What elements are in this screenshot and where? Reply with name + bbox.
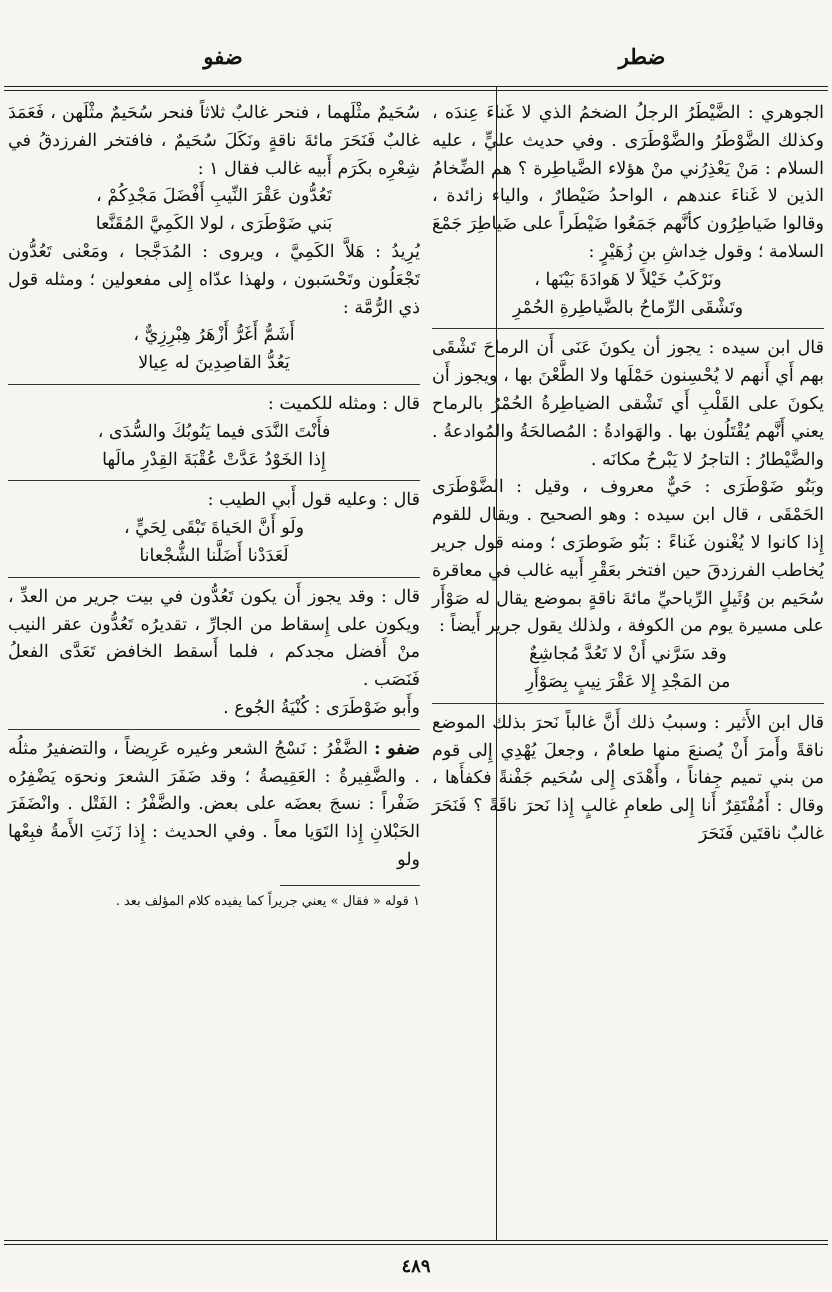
left-paragraph-5: قال : وقد يجوز أَن يكون تَعُدُّون في بيت جرير من العدِّ ، ويكون على إِسقاط من الجارِّ ، تقديرُه تَعُدُّون عقر النيب منْ أَفضل مجدكم ، فلما أَسقط الخافض تَعَدَّى الفعلُ فَنَصَب . xyxy=(8,586,420,691)
right-verse-1a: ونَرْكَبُ خَيْلاً لا هَوادَةَ بَيْنَها ، xyxy=(534,269,722,290)
left-header-word: ضفو xyxy=(203,44,243,69)
left-separator-1 xyxy=(8,384,420,385)
right-paragraph-1: الجوهري : الضَّيْطَرُ الرجلُ الضخمُ الذي لا غَناءَ عِندَه ، وكذلك الضَّوْطَرُ والضَّوْطَرَى . وفي حديث عليٍّ ، عليه السلام : مَنْ يَعْذِرُني منْ هؤلاء الضَّياطِرة ؟ هم الضِّخامُ الذين لا غَناءَ عندهم ، الواحدُ ضَيْطارٌ ، والياء زائدة ، وقالوا ضَياطِرُون كأنَّهم جَمَعُوا ضَيْطَراً على ضَياطِرَ جَمْعَ السلامة ؛ وقول خِداشِ بنِ زُهَيْرٍ : xyxy=(432,103,824,262)
right-paragraph-2: قال ابن سيده : يجوز أن يكونَ عَنَى أَن الرماحَ تَشْقَى بهم أَي أَنهم لا يُحْسِنون حَمْلَها ولا الطَّعْنَ بها ، ويجوز أَن يكونَ على القَلْبِ أَي تَشْقى الضياطِرةُ الحُمْرُ بالرماح يعني أَنَّهم يُقْتَلُون بها . والهَوادةُ : المُصالحَةُ والمُوادعةُ . والضَّيْطارُ : التاجرُ لا يَبْرحُ مكانَه . xyxy=(432,338,824,470)
right-separator-1 xyxy=(432,328,824,329)
left-verse-1a: تَعُدُّون عَقْرَ النِّيبِ أَفْضَلَ مَجْدِكُمْ ، xyxy=(96,186,332,207)
left-verse-4b: لَعَدَدْنا أَضَلَّنا الشُّجْعانا xyxy=(139,545,289,566)
footnote-rule xyxy=(280,885,420,886)
left-verse-1b: بَني ضَوْطَرَى ، لولا الكَمِيَّ المُقَنَّعا xyxy=(95,214,333,235)
right-separator-2 xyxy=(432,703,824,704)
left-verse-3b: إِذا الخَوْدُ عَدَّتْ عُقْبَةَ القِدْرِ مالَها xyxy=(102,449,326,470)
left-separator-2 xyxy=(8,480,420,481)
right-column xyxy=(432,100,824,849)
left-verse-2b: يَعُدُّ القاصِدِينَ له عِيالا xyxy=(138,353,290,374)
left-paragraph-4: قال : وعليه قول أَبي الطيب : xyxy=(207,490,420,511)
right-header-word: ضطر xyxy=(618,44,666,69)
left-verse-4a: ولَو أَنَّ الحَياةَ تَبْقَى لِحَيٍّ ، xyxy=(123,518,305,539)
entry-headword: ضفو : xyxy=(374,738,420,759)
left-paragraph-3: قال : ومثله للكميت : xyxy=(267,393,420,414)
right-verse-1b: وتَشْقَى الرِّماحُ بالضَّياطِرةِ الحُمْرِ xyxy=(512,297,744,318)
right-paragraph-4: قال ابن الأَثير : وسببُ ذلك أَنَّ غالباً نَحرَ بذلك الموضع ناقةً وأَمرَ أَنْ يُصنعَ منها طعامٌ ، وجعلَ يُهْدِي إِلى قوم من بني تميم جِفاناً ، وأَهْدَى إِلى سُحَيم جَفْنةً فكفأَها ، وقال : أَمُفْتَقِرٌ أَنا إِلى طعامِ غالبٍ إِذا نَحرَ ناقَةً ؟ فَنَحَرَ غالبٌ ناقتَين فَنَحَرَ xyxy=(432,712,824,844)
right-paragraph-3: وبَنُو ضَوْطَرَى : حَيٌّ معروف ، وقيل : الضَّوْطَرَى الحَمْقَى ، قال ابن سيده : وهو الصحيح . ويقال للقوم إِذا كانوا لا يُغْنون غَناءً : بَنُو ضَوطرَى ؛ ومنه قول جرير يُخاطب الفرزدقَ حين افتخر بعَقْرِ أَبيه غالب في معاقرة سُحَيم بن وُثَيلٍ الرِّياحيِّ مائةَ ناقةٍ بموضع يقال له صَوْأَر على مسيرة يوم من الكوفة ، ولذلك يقول جرير أَيضاً : xyxy=(432,477,824,637)
entry-text: الضَّفْرُ : نَسْجُ الشعر وغيره عَرِيضاً ، والتضفيرُ مثلُه . والضَّفِيرةُ : العَقِيصةُ ؛ وقد ضَفَرَ الشعرَ ونحوَه يَضْفِرُه ضَفْراً : نسجَ بعضَه على بعض. والضَّفْرُ : الفَتْل . وانْضَفَرَ الحَبْلانِ إِذا التَوَيا معاً . وفي الحديث : إِذا زَنَتِ الأَمةُ فبِعْها ولو xyxy=(8,738,420,870)
bottom-rule xyxy=(4,1240,828,1241)
left-verse-3a: فأَنْتَ النَّدَى فيما يَنُوبُكَ والسُّدَى ، xyxy=(97,421,331,442)
left-paragraph-1: سُحَيمٌ مثْلَهما ، فنحر غالبٌ ثلاثاً فنحر سُحَيمٌ مثْلَهن ، فَعَمَدَ غالبٌ فَنَحَرَ مائةَ ناقةٍ ونَكَلَ سُحَيمٌ ، فافتخر الفرزدقُ في شِعْرِه بكَرَم أَبيه غالب فقال ١ : xyxy=(8,103,420,179)
left-separator-3 xyxy=(8,577,420,578)
bottom-rule-thin xyxy=(4,1244,828,1245)
footnote: ١ قوله « فقال » يعني جريراً كما يفيده كلام المؤلف بعد . xyxy=(115,893,420,909)
left-verse-2a: أَشَمُّ أَغَرُّ أَزْهَرُ هِبْرِزِيٌّ ، xyxy=(133,325,295,346)
left-separator-4 xyxy=(8,729,420,730)
left-paragraph-7 xyxy=(8,736,420,875)
top-rule-thin xyxy=(4,90,828,91)
top-rule xyxy=(4,86,828,87)
right-verse-2a: وقد سَرَّني أَنْ لا تَعُدَّ مُجاشِعٌ xyxy=(529,644,727,665)
right-verse-2b: من المَجْدِ إِلا عَقْرَ نِيبٍ بِصَوْأَرِ xyxy=(525,671,731,692)
page-number: ٤٨٩ xyxy=(401,1256,431,1277)
left-paragraph-6: وأَبو ضَوْطَرَى : كُنْيَةُ الجُوع . xyxy=(223,697,420,718)
left-column xyxy=(8,100,420,912)
left-paragraph-2: يُرِيدُ : هَلاَّ الكَمِيَّ ، ويروى : المُدَجَّجا ، ومَعْنى تَعُدُّون تَجْعَلُون وتَحْسَبون ، ولهذا عدّاه إِلى مفعولين ؛ ومثله قول ذي الرُّمَّة : xyxy=(8,241,420,318)
